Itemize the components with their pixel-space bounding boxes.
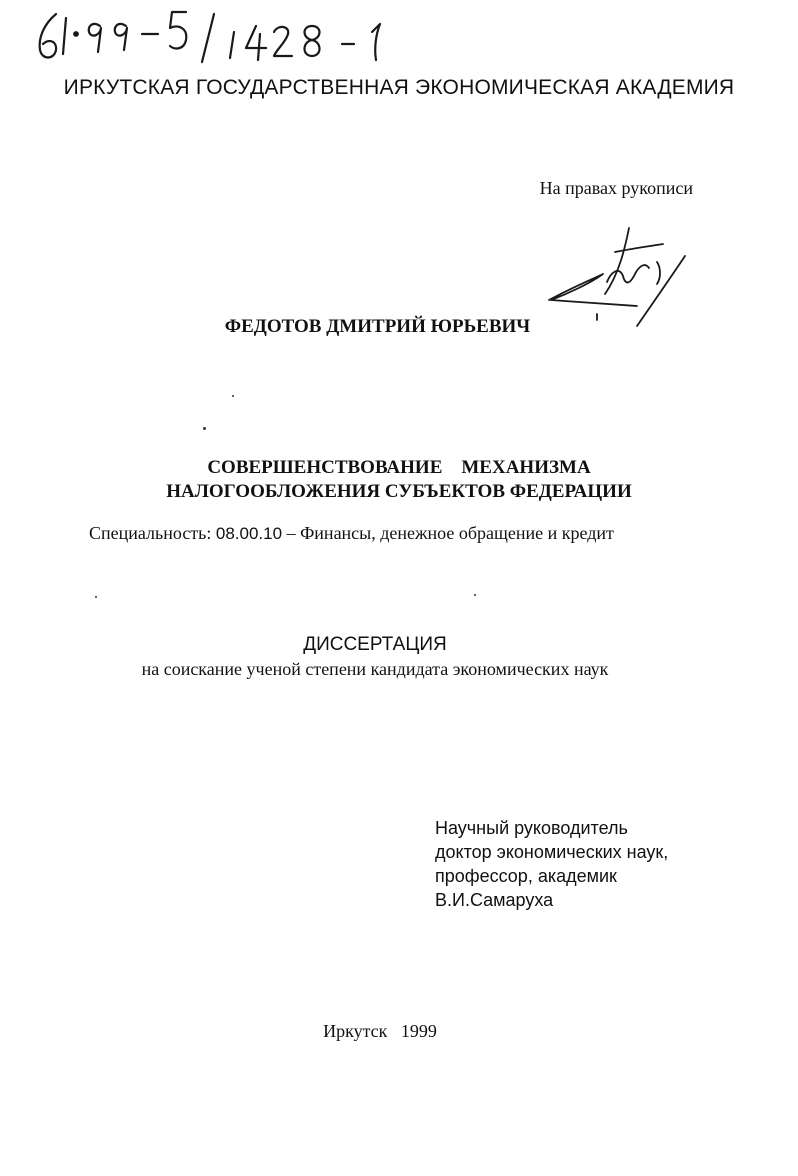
supervisor-role: Научный руководитель — [435, 818, 628, 838]
specialty-label: Специальность: — [89, 523, 216, 543]
title-line-2: НАЛОГООБЛОЖЕНИЯ СУБЪЕКТОВ ФЕДЕРАЦИИ — [166, 481, 632, 502]
scan-speck — [203, 427, 206, 430]
scan-speck — [474, 594, 476, 596]
title-line-1: СОВЕРШЕНСТВОВАНИЕ МЕХАНИЗМА — [207, 457, 591, 478]
degree-description: на соискание ученой степени кандидата экономических наук — [141, 659, 609, 679]
institution-name: ИРКУТСКАЯ ГОСУДАРСТВЕННАЯ ЭКОНОМИЧЕСКАЯ АКАДЕМИЯ — [63, 76, 735, 99]
supervisor-name: В.И.Самаруха — [435, 890, 554, 910]
specialty-line — [89, 523, 614, 544]
rights-note: На правах рукописи — [539, 178, 693, 198]
specialty-name: – Финансы, денежное обращение и кредит — [282, 523, 614, 543]
city-year: Иркутск 1999 — [323, 1021, 437, 1041]
supervisor-degree: доктор экономических наук, — [435, 842, 669, 862]
specialty-code: 08.00.10 — [215, 524, 283, 543]
author-name: ФЕДОТОВ ДМИТРИЙ ЮРЬЕВИЧ — [224, 316, 531, 337]
scan-speck — [232, 395, 234, 397]
scan-speck — [95, 596, 97, 598]
svg-text:61 · 99 - 5 / 1428 - 1: 61 · 99 - 5 / 1428 - 1 — [30, 70, 39, 71]
dissertation-title — [0, 456, 798, 504]
supervisor-block — [435, 816, 668, 912]
supervisor-titles: профессор, академик — [435, 866, 617, 886]
handwritten-catalog-code — [30, 4, 400, 74]
work-type: ДИССЕРТАЦИЯ — [303, 634, 447, 655]
